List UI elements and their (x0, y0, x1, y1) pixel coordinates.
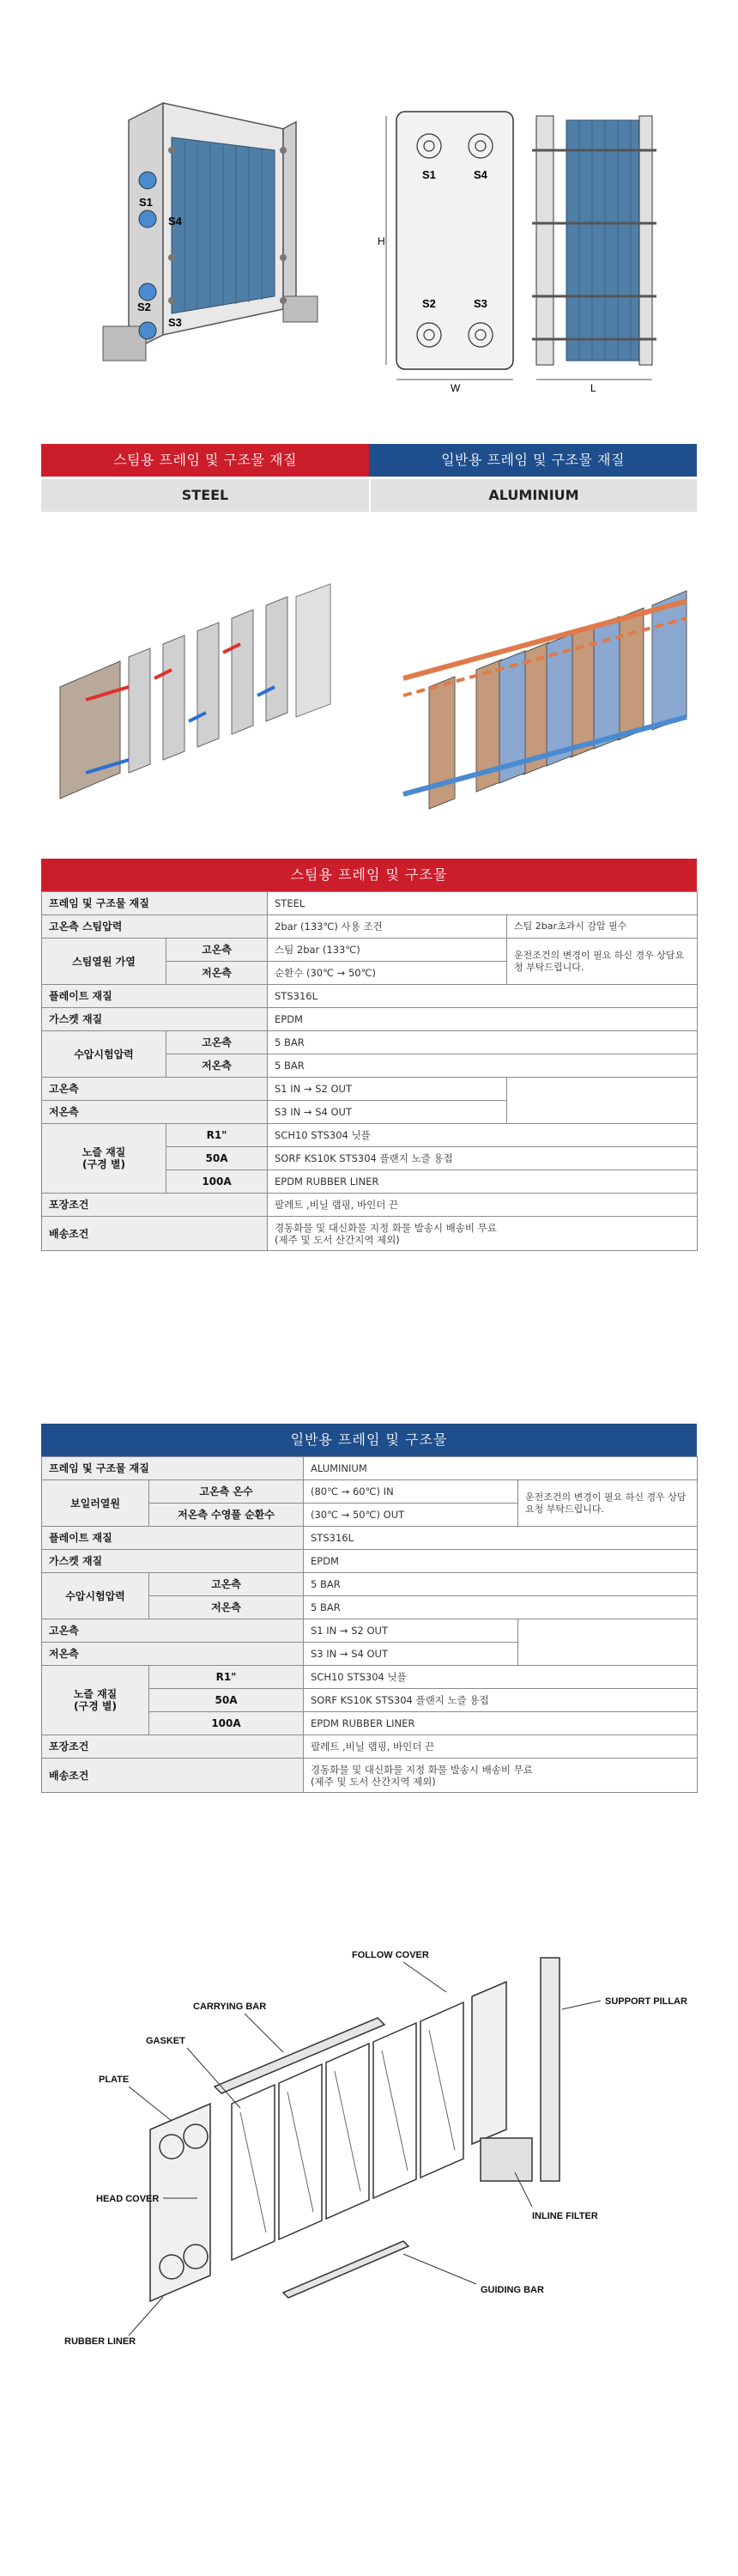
port-label-s3: S3 (168, 316, 182, 329)
general-material-value: ALUMINIUM (369, 479, 697, 512)
row-label: 포장조건 (42, 1194, 268, 1217)
general-spec-title: 일반용 프레임 및 구조물 (41, 1424, 697, 1456)
row-value: S1 IN → S2 OUT (304, 1619, 518, 1643)
row-label: 수압시험압력 (42, 1031, 166, 1078)
heat-exchanger-dimension-figure (0, 0, 738, 421)
table-row (42, 1666, 698, 1689)
table-row (42, 1573, 698, 1596)
row-label: 가스켓 재질 (42, 1008, 268, 1031)
sub-label: 고온측 (166, 939, 268, 962)
table-row (42, 1078, 698, 1101)
row-label: 배송조건 (42, 1759, 304, 1793)
consult-note: 운전조건의 변경이 필요 하신 경우 상담요청 부탁드립니다. (518, 1480, 698, 1527)
row-value: S1 IN → S2 OUT (268, 1078, 507, 1101)
row-label: 노즐 재질 (구경 별) (42, 1124, 166, 1194)
port-label-s1: S1 (139, 196, 153, 209)
row-label: 고온측 (42, 1619, 304, 1643)
table-row (42, 1217, 698, 1251)
row-label: 프레임 및 구조물 재질 (42, 1457, 304, 1480)
row-label: 가스켓 재질 (42, 1550, 304, 1573)
general-material-column (369, 444, 697, 512)
row-label: 저온측 (42, 1643, 304, 1666)
row-label: 스팀열원 가열 (42, 939, 166, 985)
table-row (42, 1735, 698, 1759)
flow-note (507, 1078, 698, 1124)
isometric-exchanger-illustration (103, 103, 318, 361)
table-row (42, 1008, 698, 1031)
front-label-s1: S1 (422, 168, 436, 181)
table-row (42, 915, 698, 939)
port-label-s4: S4 (168, 215, 182, 228)
general-material-title: 일반용 프레임 및 구조물 재질 (369, 444, 697, 477)
steam-spec-section (41, 859, 697, 1251)
plate-flow-illustration (0, 550, 738, 833)
row-label: 포장조건 (42, 1735, 304, 1759)
row-value: ALUMINIUM (304, 1457, 698, 1480)
row-value: S3 IN → S4 OUT (304, 1643, 518, 1666)
row-value: EPDM RUBBER LINER (304, 1712, 698, 1735)
sub-label: 고온측 (166, 1031, 268, 1054)
consult-note: 운전조건의 변경이 필요 하신 경우 상담요청 부탁드립니다. (507, 939, 698, 985)
side-view-drawing (532, 116, 656, 394)
row-value: SCH10 STS304 닛플 (304, 1666, 698, 1689)
flow-note (518, 1619, 698, 1666)
sub-label: 고온측 (149, 1573, 304, 1596)
sub-label: R1" (149, 1666, 304, 1689)
front-label-s4: S4 (474, 168, 487, 181)
callout-guiding-bar: GUIDING BAR (481, 2285, 544, 2295)
steam-material-title: 스팀용 프레임 및 구조물 재질 (41, 444, 369, 477)
callout-head-cover: HEAD COVER (96, 2194, 160, 2204)
row-value: 5 BAR (304, 1596, 698, 1619)
row-value: 2bar (133℃) 사용 조건 (268, 915, 507, 939)
table-row (42, 1194, 698, 1217)
callout-carrying-bar: CARRYING BAR (193, 2002, 267, 2012)
sub-label: 저온측 (149, 1596, 304, 1619)
port-label-s2: S2 (137, 301, 151, 313)
steam-material-value: STEEL (41, 479, 369, 512)
steam-spec-table (41, 891, 698, 1251)
exploded-parts-diagram (0, 1915, 738, 2361)
callout-support-pillar: SUPPORT PILLAR (605, 1996, 687, 2007)
row-value: 스팀 2bar (133℃) (268, 939, 507, 962)
dimension-h: H (378, 235, 385, 247)
material-comparison-header (41, 444, 697, 513)
row-value: SORF KS10K STS304 플랜지 노즐 용접 (304, 1689, 698, 1712)
callout-rubber-liner: RUBBER LINER (64, 2336, 136, 2347)
row-label: 배송조건 (42, 1217, 268, 1251)
row-label: 수압시험압력 (42, 1573, 149, 1619)
table-row (42, 939, 698, 962)
table-row (42, 1480, 698, 1504)
row-value: SCH10 STS304 닛플 (268, 1124, 698, 1147)
table-row (42, 1619, 698, 1643)
callout-plate: PLATE (99, 2075, 130, 2085)
front-label-s3: S3 (474, 297, 487, 310)
row-value: 경동화물 및 대신화물 지정 화물 발송시 배송비 무료 (제주 및 도서 산간지역 제외) (304, 1759, 698, 1793)
table-row (42, 1527, 698, 1550)
row-value: 5 BAR (304, 1573, 698, 1596)
sub-label: 50A (166, 1147, 268, 1170)
dimension-w: W (451, 382, 461, 394)
sub-label: 50A (149, 1689, 304, 1712)
table-row (42, 1759, 698, 1793)
row-label: 고온측 스팀압력 (42, 915, 268, 939)
row-value: S3 IN → S4 OUT (268, 1101, 507, 1124)
table-row (42, 1031, 698, 1054)
sub-label: 고온측 온수 (149, 1480, 304, 1504)
row-label: 플레이트 재질 (42, 1527, 304, 1550)
row-value: 경동화물 및 대신화물 지정 화물 발송시 배송비 무료 (제주 및 도서 산간지역 제외) (268, 1217, 698, 1251)
table-row (42, 1457, 698, 1480)
callout-inline-filter: INLINE FILTER (532, 2211, 598, 2221)
row-value: 5 BAR (268, 1054, 698, 1078)
steam-spec-title: 스팀용 프레임 및 구조물 (41, 859, 697, 891)
sub-label: 저온측 (166, 1054, 268, 1078)
row-label: 보일러열원 (42, 1480, 149, 1527)
row-label: 고온측 (42, 1078, 268, 1101)
row-label: 저온측 (42, 1101, 268, 1124)
row-value: 팔레트 ,비닐 랩핑, 바인더 끈 (304, 1735, 698, 1759)
warning-note: 스팀 2bar초과시 감압 필수 (507, 915, 698, 939)
flow-diagram-right (403, 591, 687, 809)
front-view-drawing (378, 112, 513, 394)
row-value: (80℃ → 60℃) IN (304, 1480, 518, 1504)
row-value: 5 BAR (268, 1031, 698, 1054)
sub-label: 100A (149, 1712, 304, 1735)
sub-label: 100A (166, 1170, 268, 1194)
row-value: (30℃ → 50℃) OUT (304, 1504, 518, 1527)
general-spec-table (41, 1456, 698, 1793)
dimension-l: L (590, 382, 596, 394)
front-label-s2: S2 (422, 297, 436, 310)
table-row (42, 985, 698, 1008)
row-value: 팔레트 ,비닐 랩핑, 바인더 끈 (268, 1194, 698, 1217)
table-row (42, 1550, 698, 1573)
table-row (42, 892, 698, 915)
steam-material-column (41, 444, 369, 512)
callout-gasket: GASKET (146, 2036, 185, 2046)
callout-follow-cover: FOLLOW COVER (352, 1950, 429, 1960)
row-label: 플레이트 재질 (42, 985, 268, 1008)
row-value: EPDM RUBBER LINER (268, 1170, 698, 1194)
row-value: SORF KS10K STS304 플랜지 노즐 용접 (268, 1147, 698, 1170)
row-value: EPDM (268, 1008, 698, 1031)
row-label: 노즐 재질 (구경 별) (42, 1666, 149, 1735)
sub-label: 저온측 (166, 962, 268, 985)
row-value: EPDM (304, 1550, 698, 1573)
table-row (42, 1124, 698, 1147)
general-spec-section (41, 1424, 697, 1793)
row-value: 순환수 (30℃ → 50℃) (268, 962, 507, 985)
row-value: STEEL (268, 892, 698, 915)
sub-label: 저온측 수영풀 순환수 (149, 1504, 304, 1527)
row-value: STS316L (304, 1527, 698, 1550)
row-value: STS316L (268, 985, 698, 1008)
row-label: 프레임 및 구조물 재질 (42, 892, 268, 915)
sub-label: R1" (166, 1124, 268, 1147)
flow-diagram-left (60, 584, 330, 799)
